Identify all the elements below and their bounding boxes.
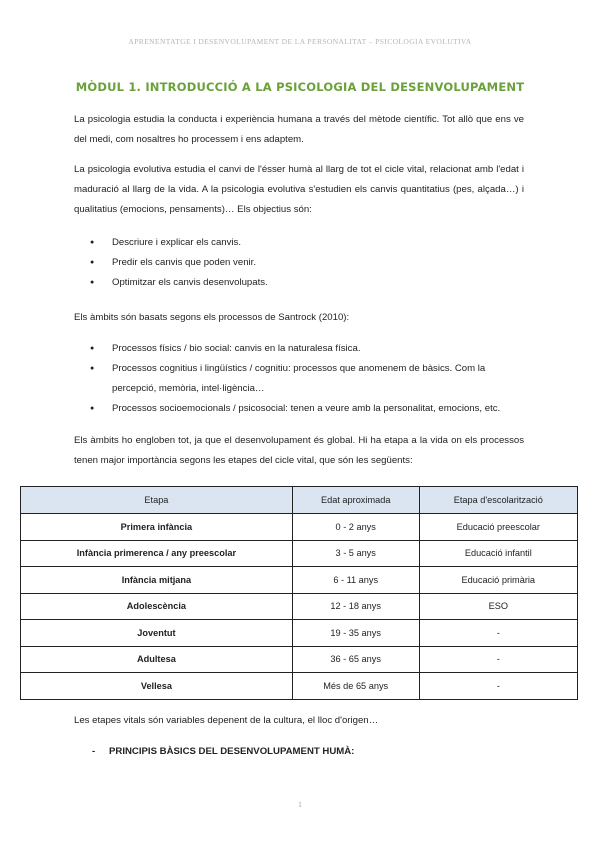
- cell-etapa: Adultesa: [21, 646, 293, 673]
- subheading-text: PRINCIPIS BÀSICS DEL DESENVOLUPAMENT HUMÀ:: [109, 746, 355, 757]
- table-row: [21, 567, 578, 594]
- cell-edat: 19 - 35 anys: [292, 620, 419, 647]
- cell-etapa: Infància mitjana: [21, 567, 293, 594]
- cell-etapa: Vellesa: [21, 673, 293, 700]
- cell-escolaritzacio: Educació primària: [419, 567, 577, 594]
- cell-etapa: Adolescència: [21, 593, 293, 620]
- ambits-list: [90, 339, 530, 419]
- list-item: ● Processos cognitius i lingüístics / cognitiu: processos que anomenem de bàsics. Com la percepció, memòria, intel·ligència…: [90, 359, 530, 399]
- life-stages-table: [20, 486, 578, 700]
- cell-edat: 3 - 5 anys: [292, 540, 419, 567]
- cell-etapa: Joventut: [21, 620, 293, 647]
- cell-edat: 36 - 65 anys: [292, 646, 419, 673]
- cell-escolaritzacio: -: [419, 673, 577, 700]
- cell-etapa: Infància primerenca / any preescolar: [21, 540, 293, 567]
- header-etapa: Etapa: [21, 487, 293, 514]
- section-subheading: [92, 746, 354, 757]
- header-escolaritzacio: Etapa d'escolarització: [419, 487, 577, 514]
- table-row: [21, 514, 578, 541]
- stages-intro-paragraph: Els àmbits ho engloben tot, ja que el desenvolupament és global. Hi ha etapa a la vida on els processos tenen major importància segons les etapes del cicle vital, que són les següents:: [74, 435, 524, 466]
- table-row: [21, 673, 578, 700]
- intro-paragraph: La psicologia estudia la conducta i experiència humana a través del mètode científic. Tot allò que ens ve del medi, com nosaltres ho processem i ens adaptem.: [74, 114, 524, 145]
- table-row: [21, 593, 578, 620]
- cell-edat: Més de 65 anys: [292, 673, 419, 700]
- cell-escolaritzacio: -: [419, 646, 577, 673]
- table-header-row: [21, 487, 578, 514]
- table-row: [21, 620, 578, 647]
- page-number: 1: [298, 800, 302, 809]
- cell-escolaritzacio: Educació preescolar: [419, 514, 577, 541]
- table-row: [21, 646, 578, 673]
- header-edat: Edat aproximada: [292, 487, 419, 514]
- objectives-list: [90, 233, 530, 293]
- list-item: ● Optimitzar els canvis desenvolupats.: [90, 273, 530, 293]
- page-header: APRENENTATGE I DESENVOLUPAMENT DE LA PERSONALITAT – PSICOLOGIA EVOLUTIVA: [128, 37, 472, 46]
- cell-escolaritzacio: -: [419, 620, 577, 647]
- list-item: ● Predir els canvis que poden venir.: [90, 253, 530, 273]
- list-item: ● Processos físics / bio social: canvis en la naturalesa física.: [90, 339, 530, 359]
- cell-escolaritzacio: ESO: [419, 593, 577, 620]
- cell-escolaritzacio: Educació infantil: [419, 540, 577, 567]
- stages-note-paragraph: Les etapes vitals són variables depenent de la cultura, el lloc d'origen…: [74, 715, 379, 726]
- cell-edat: 0 - 2 anys: [292, 514, 419, 541]
- cell-edat: 6 - 11 anys: [292, 567, 419, 594]
- cell-edat: 12 - 18 anys: [292, 593, 419, 620]
- cell-etapa: Primera infància: [21, 514, 293, 541]
- evolutive-paragraph: La psicologia evolutiva estudia el canvi de l'ésser humà al llarg de tot el cicle vital, relacionat amb l'edat i maduració al llarg de la vida. A la psicologia evolutiva s'estudien els canvis quantitatius (pes, alçada…) i qualitatius (emocions, pensaments)… Els objectius són:: [74, 164, 524, 215]
- page-title: MÒDUL 1. INTRODUCCIÓ A LA PSICOLOGIA DEL DESENVOLUPAMENT: [75, 80, 525, 94]
- list-item: ● Processos socioemocionals / psicosocial: tenen a veure amb la personalitat, emocions, etc.: [90, 399, 530, 419]
- table-row: [21, 540, 578, 567]
- ambits-intro-paragraph: Els àmbits són basats segons els processos de Santrock (2010):: [74, 312, 350, 323]
- list-item: ● Descriure i explicar els canvis.: [90, 233, 530, 253]
- subheading-dash: -: [92, 746, 96, 757]
